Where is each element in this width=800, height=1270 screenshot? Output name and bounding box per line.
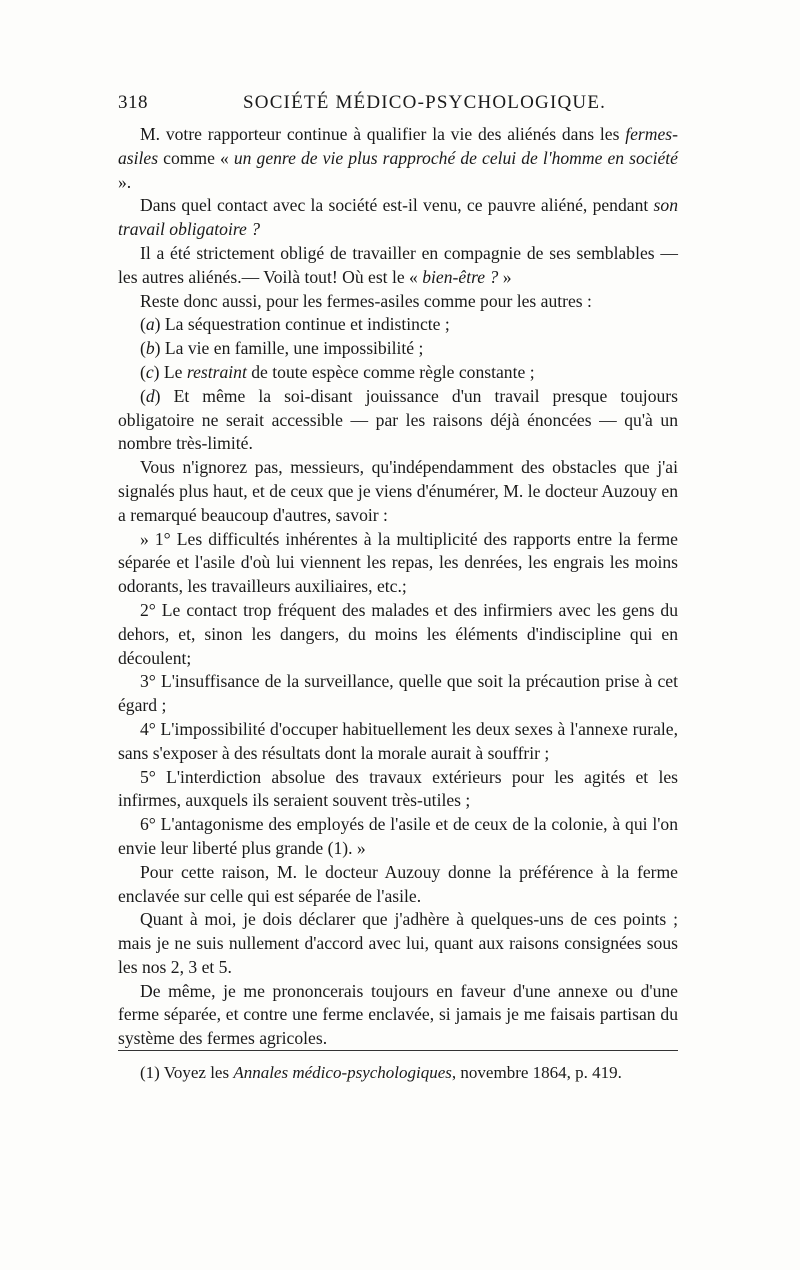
text-run: Dans quel contact avec la société est-il venu, ce pauvre aliéné, pendant xyxy=(140,195,654,216)
italic-text: d xyxy=(145,385,155,406)
italic-text: restraint xyxy=(186,361,247,382)
paragraph xyxy=(118,337,678,361)
text-run: 2° Le contact trop fréquent des malades et des infirmiers avec les gens du dehors, et, sinon les dangers, du moins les éléments d'indiscipline qui en découlent; xyxy=(118,599,678,668)
paragraph xyxy=(118,290,678,314)
text-run: Il a été strictement obligé de travailler en compagnie de ses semblables — les autres aliénés.— Voilà tout! Où est le « xyxy=(118,242,678,287)
italic-text: fermes-asiles xyxy=(118,124,678,168)
text-run: Pour cette raison, M. le docteur Auzouy donne la préférence à la ferme enclavée sur celle qui est séparée de l'asile. xyxy=(118,861,678,906)
text-run: ». xyxy=(118,171,132,192)
paragraph xyxy=(118,718,678,766)
text-run: de toute espèce comme règle constante ; xyxy=(246,361,535,382)
italic-text: a xyxy=(145,314,155,335)
running-head: SOCIÉTÉ MÉDICO-PSYCHOLOGIQUE. xyxy=(243,92,607,113)
italic-text: un genre de vie plus rapproché de celui de l'homme en société xyxy=(233,147,678,168)
text-run: ( xyxy=(140,385,146,406)
paragraph xyxy=(118,361,678,385)
paragraph xyxy=(118,528,678,599)
paragraph xyxy=(118,313,678,337)
text-run: » xyxy=(498,266,512,287)
paragraph xyxy=(118,813,678,861)
text-run: 3° L'insuffisance de la surveillance, quelle que soit la précaution prise à cet égard ; xyxy=(118,671,678,716)
text-run: » 1° Les difficultés inhérentes à la multiplicité des rapports entre la ferme séparée et l'asile d'où lui viennent les repas, les denrées, les engrais les moins odorants, les travailleurs auxiliaires, etc.; xyxy=(118,528,678,597)
footnote xyxy=(118,1062,678,1084)
footnote-divider xyxy=(118,1050,678,1051)
text-run: Vous n'ignorez pas, messieurs, qu'indépendamment des obstacles que j'ai signalés plus haut, et de ceux que je viens d'énumérer, M. le docteur Auzouy en a remarqué beaucoup d'autres, savoir : xyxy=(118,457,678,525)
paragraph xyxy=(118,194,678,242)
text-run: Reste donc aussi, pour les fermes-asiles comme pour les autres : xyxy=(140,290,592,311)
paragraph xyxy=(118,908,678,979)
text-run: 4° L'impossibilité d'occuper habituellement les deux sexes à l'annexe rurale, sans s'exposer à des résultats dont la morale aurait à souffrir ; xyxy=(118,718,678,763)
text-run: ( xyxy=(140,314,146,335)
paragraph xyxy=(118,670,678,718)
paragraph xyxy=(118,766,678,814)
italic-text: Annales médico-psychologiques xyxy=(233,1063,452,1082)
text-run: ( xyxy=(140,338,146,359)
text-run: ) Le xyxy=(153,361,187,382)
italic-text: c xyxy=(145,361,154,382)
text-run: ) Et même la soi-disant jouissance d'un travail presque toujours obligatoire ne serait accessible — par les raisons déjà énoncées — qu'à un nombre très-limité. xyxy=(118,385,678,454)
paragraph xyxy=(118,456,678,527)
body-text xyxy=(118,123,678,1051)
page-header xyxy=(118,92,678,118)
paragraph xyxy=(118,385,678,456)
paragraph xyxy=(118,242,678,290)
text-run: (1) Voyez les xyxy=(140,1063,234,1082)
paragraph xyxy=(118,980,678,1051)
italic-text: son travail obligatoire ? xyxy=(118,195,678,240)
text-run: 6° L'antagonisme des employés de l'asile et de ceux de la colonie, à qui l'on envie leur liberté plus grande (1). » xyxy=(118,814,678,858)
text-run: ) La vie en famille, une impossibilité ; xyxy=(154,338,424,359)
text-run: comme « xyxy=(158,147,234,168)
paragraph xyxy=(118,599,678,670)
page-number: 318 xyxy=(118,92,148,113)
text-run: ) La séquestration continue et indistincte ; xyxy=(154,314,450,335)
text-run: Quant à moi, je dois déclarer que j'adhère à quelques-uns de ces points ; mais je ne suis nullement d'accord avec lui, quant aux raisons consignées sous les nos 2, 3 et 5. xyxy=(118,909,678,977)
text-run: De même, je me prononcerais toujours en faveur d'une annexe ou d'une ferme séparée, et contre une ferme enclavée, si jamais je me faisais partisan du système des fermes agricoles. xyxy=(118,980,678,1049)
paragraph xyxy=(118,861,678,909)
italic-text: b xyxy=(145,338,155,359)
text-run: M. votre rapporteur continue à qualifier la vie des aliénés dans les xyxy=(140,124,626,144)
italic-text: bien-être ? xyxy=(422,266,499,287)
text-run: ( xyxy=(140,361,146,382)
text-run: , novembre 1864, p. 419. xyxy=(451,1063,622,1082)
paragraph xyxy=(118,123,678,194)
text-run: 5° L'interdiction absolue des travaux extérieurs pour les agités et les infirmes, auxquels ils seraient souvent très-utiles ; xyxy=(118,766,678,811)
